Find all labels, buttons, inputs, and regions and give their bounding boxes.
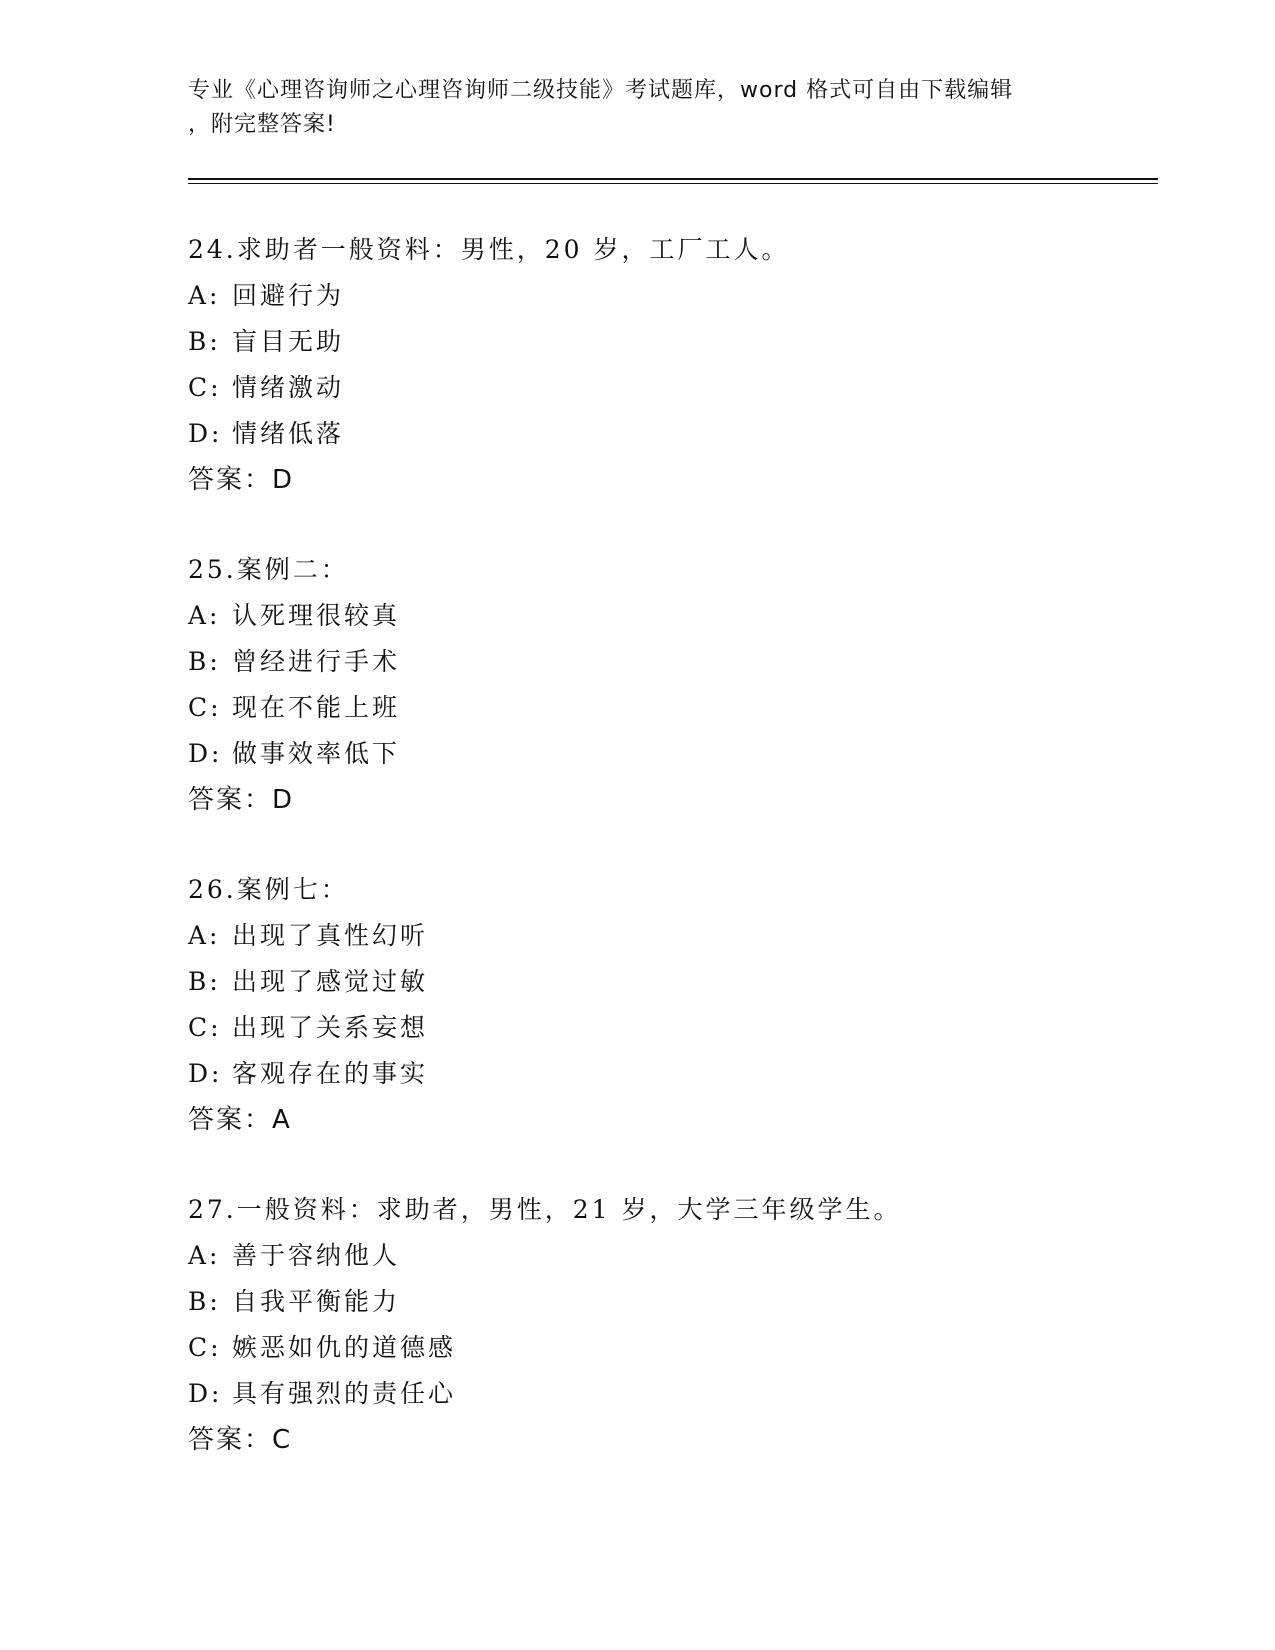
option-text: 认死理很较真: [232, 601, 401, 630]
header-line-2: ，附完整答案!: [188, 112, 336, 137]
option-key: D:: [188, 419, 223, 448]
option-key: A:: [188, 921, 221, 950]
option-text: 客观存在的事实: [232, 1059, 429, 1088]
answer-line: 答案：C: [188, 1425, 293, 1455]
option-text: 出现了感觉过敏: [232, 967, 429, 996]
question-stem: 27.一般资料：求助者，男性，21 岁，大学三年级学生。: [188, 1195, 902, 1224]
option-text: 嫉恶如仇的道德感: [232, 1333, 457, 1362]
option-key: C:: [188, 693, 222, 722]
option-key: B:: [188, 647, 221, 676]
option-c: [188, 365, 1148, 411]
header-divider-thick: [188, 178, 1158, 180]
header-line-1: 专业《心理咨询师之心理咨询师二级技能》考试题库，word 格式可自由下载编辑: [188, 78, 1014, 103]
option-b: [188, 319, 1148, 365]
option-text: 曾经进行手术: [232, 647, 401, 676]
option-d: [188, 411, 1148, 457]
option-c: [188, 1005, 1148, 1051]
option-text: 做事效率低下: [232, 739, 401, 768]
option-text: 情绪激动: [232, 373, 345, 402]
option-b: [188, 639, 1148, 685]
option-key: C:: [188, 1013, 222, 1042]
header-divider-thin: [188, 183, 1158, 184]
option-b: [188, 1279, 1148, 1325]
option-text: 善于容纳他人: [232, 1241, 401, 1270]
option-text: 盲目无助: [232, 327, 345, 356]
question-stem: 25.案例二：: [188, 555, 349, 584]
option-d: [188, 1371, 1148, 1417]
option-d: [188, 1051, 1148, 1097]
option-a: [188, 913, 1148, 959]
option-key: A:: [188, 1241, 221, 1270]
answer-line: 答案：A: [188, 1105, 292, 1135]
option-text: 具有强烈的责任心: [232, 1379, 457, 1408]
option-key: B:: [188, 967, 221, 996]
option-key: D:: [188, 1059, 223, 1088]
option-text: 回避行为: [232, 281, 345, 310]
option-a: [188, 1233, 1148, 1279]
option-key: D:: [188, 739, 223, 768]
option-text: 出现了关系妄想: [232, 1013, 429, 1042]
option-a: [188, 273, 1148, 319]
option-a: [188, 593, 1148, 639]
option-key: C:: [188, 1333, 222, 1362]
option-c: [188, 1325, 1148, 1371]
option-text: 现在不能上班: [232, 693, 401, 722]
answer-line: 答案：D: [188, 785, 295, 815]
option-key: C:: [188, 373, 222, 402]
question-stem: 24.求助者一般资料：男性，20 岁，工厂工人。: [188, 235, 790, 264]
option-key: D:: [188, 1379, 223, 1408]
option-text: 自我平衡能力: [232, 1287, 401, 1316]
option-text: 情绪低落: [232, 419, 345, 448]
option-key: B:: [188, 327, 221, 356]
option-c: [188, 685, 1148, 731]
option-key: A:: [188, 601, 221, 630]
option-d: [188, 731, 1148, 777]
answer-line: 答案：D: [188, 465, 295, 495]
option-key: B:: [188, 1287, 221, 1316]
option-b: [188, 959, 1148, 1005]
question-stem: 26.案例七：: [188, 875, 349, 904]
option-text: 出现了真性幻听: [232, 921, 429, 950]
option-key: A:: [188, 281, 221, 310]
question-25: [188, 547, 1148, 823]
question-27: [188, 1187, 1148, 1463]
question-24: [188, 227, 1148, 503]
question-26: [188, 867, 1148, 1143]
document-header: [188, 74, 1088, 142]
